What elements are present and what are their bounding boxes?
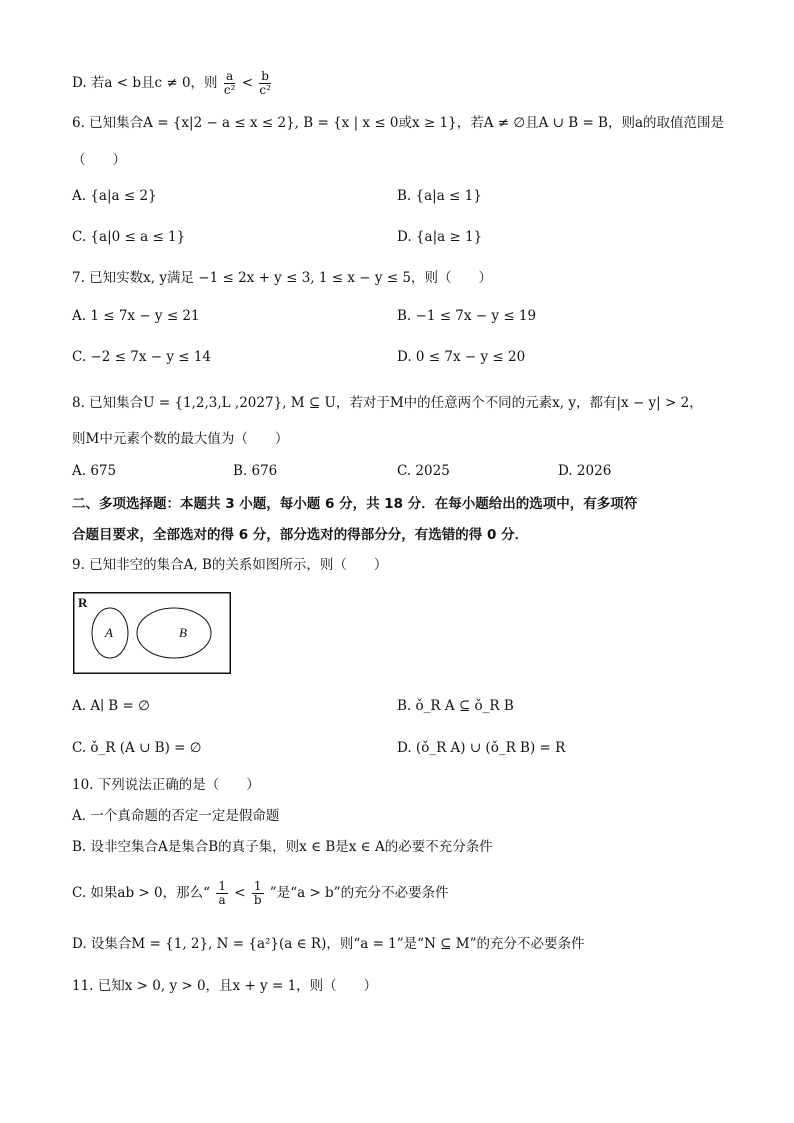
q9-stem: 9. 已知非空的集合A, B的关系如图所示，则（ ） xyxy=(72,557,388,573)
q6-option-c: C. {a|0 ≤ a ≤ 1} xyxy=(72,229,186,245)
venn-diagram xyxy=(73,592,231,674)
q7-option-d: D. 0 ≤ 7x − y ≤ 20 xyxy=(397,349,526,365)
q6-option-a: A. {a|a ≤ 2} xyxy=(72,188,157,204)
set-b-ellipse xyxy=(137,608,211,658)
q9-option-d: D. (ǒ_R A) ∪ (ǒ_R B) = R xyxy=(397,740,566,756)
q8-option-d: D. 2026 xyxy=(558,463,612,479)
fraction-b-over-c2: $\frac{b}{\text{c²}}$ xyxy=(259,69,271,97)
q7-option-c: C. −2 ≤ 7x − y ≤ 14 xyxy=(72,349,212,365)
q6-option-d: D. {a|a ≥ 1} xyxy=(397,229,483,245)
q6-paren: （ ） xyxy=(72,152,126,168)
fraction-a-over-c2: $\frac{a}{\text{c²}}$ xyxy=(223,69,236,97)
q8-stem: 8. 已知集合U = {1,2,3,L ,2027}, M ⊆ U，若对于M中的任意两个不同的元素x, y，都有|x − y| > 2， xyxy=(72,395,703,411)
q6-option-b: B. {a|a ≤ 1} xyxy=(397,188,482,204)
venn-label-r: R xyxy=(78,595,88,610)
section-2-heading-line2: 合题目要求，全部选对的得 6 分，部分选对的得部分分，有选错的得 0 分． xyxy=(72,527,529,543)
section-2-heading-line1: 二、多项选择题：本题共 3 小题，每小题 6 分，共 18 分．在每小题给出的选项中，有多项符 xyxy=(72,496,638,512)
q10-stem: 10. 下列说法正确的是（ ） xyxy=(72,777,260,793)
universal-set-box xyxy=(74,593,231,674)
q10-option-d: D. 设集合M = {1, 2}, N = {a²}(a ∈ R)，则“a = 1”是“N ⊆ M”的充分不必要条件 xyxy=(72,936,585,952)
q9-option-c: C. ǒ_R (A ∪ B) = ∅ xyxy=(72,740,202,756)
q9-option-b: B. ǒ_R A ⊆ ǒ_R B xyxy=(397,698,514,714)
fraction-1-over-a: $\frac{1}{a}$ xyxy=(218,879,226,907)
q7-option-b: B. −1 ≤ 7x − y ≤ 19 xyxy=(397,308,537,324)
q8-option-c: C. 2025 xyxy=(397,463,450,479)
q8-option-b: B. 676 xyxy=(233,463,278,479)
q5-option-d: D. 若a < b且c ≠ 0，则 $\frac{a}{\text{c²}}$ < $\frac{b}{\text{c²}}$ xyxy=(72,69,271,97)
q7-option-a: A. 1 ≤ 7x − y ≤ 21 xyxy=(72,308,200,324)
q7-stem: 7. 已知实数x, y满足 −1 ≤ 2x + y ≤ 3, 1 ≤ x − y ≤ 5，则（ ） xyxy=(72,270,492,286)
q10-option-c: C. 如果ab > 0，那么“ $\frac{1}{a}$ < $\frac{1}{b}$ ”是“a > b”的充分不必要条件 xyxy=(72,879,449,907)
fraction-1-over-b: $\frac{1}{b}$ xyxy=(253,879,262,907)
q8-option-a: A. 675 xyxy=(72,463,117,479)
q6-stem: 6. 已知集合A = {x|2 − a ≤ x ≤ 2}, B = {x | x ≤ 0或x ≥ 1}，若A ≠ ∅且A ∪ B = B，则a的取值范围是 xyxy=(72,115,725,131)
q9-option-a: A. A∣ B = ∅ xyxy=(72,698,150,714)
venn-label-b: B xyxy=(179,625,187,640)
venn-diagram-svg xyxy=(73,592,231,674)
q10-option-b: B. 设非空集合A是集合B的真子集，则x ∈ B是x ∈ A的必要不充分条件 xyxy=(72,839,493,855)
q8-stem-cont: 则M中元素个数的最大值为（ ） xyxy=(72,431,289,447)
q11-stem: 11. 已知x > 0, y > 0，且x + y = 1，则（ ） xyxy=(72,978,378,994)
q10-option-a: A. 一个真命题的否定一定是假命题 xyxy=(72,808,280,824)
venn-label-a: A xyxy=(105,625,113,640)
